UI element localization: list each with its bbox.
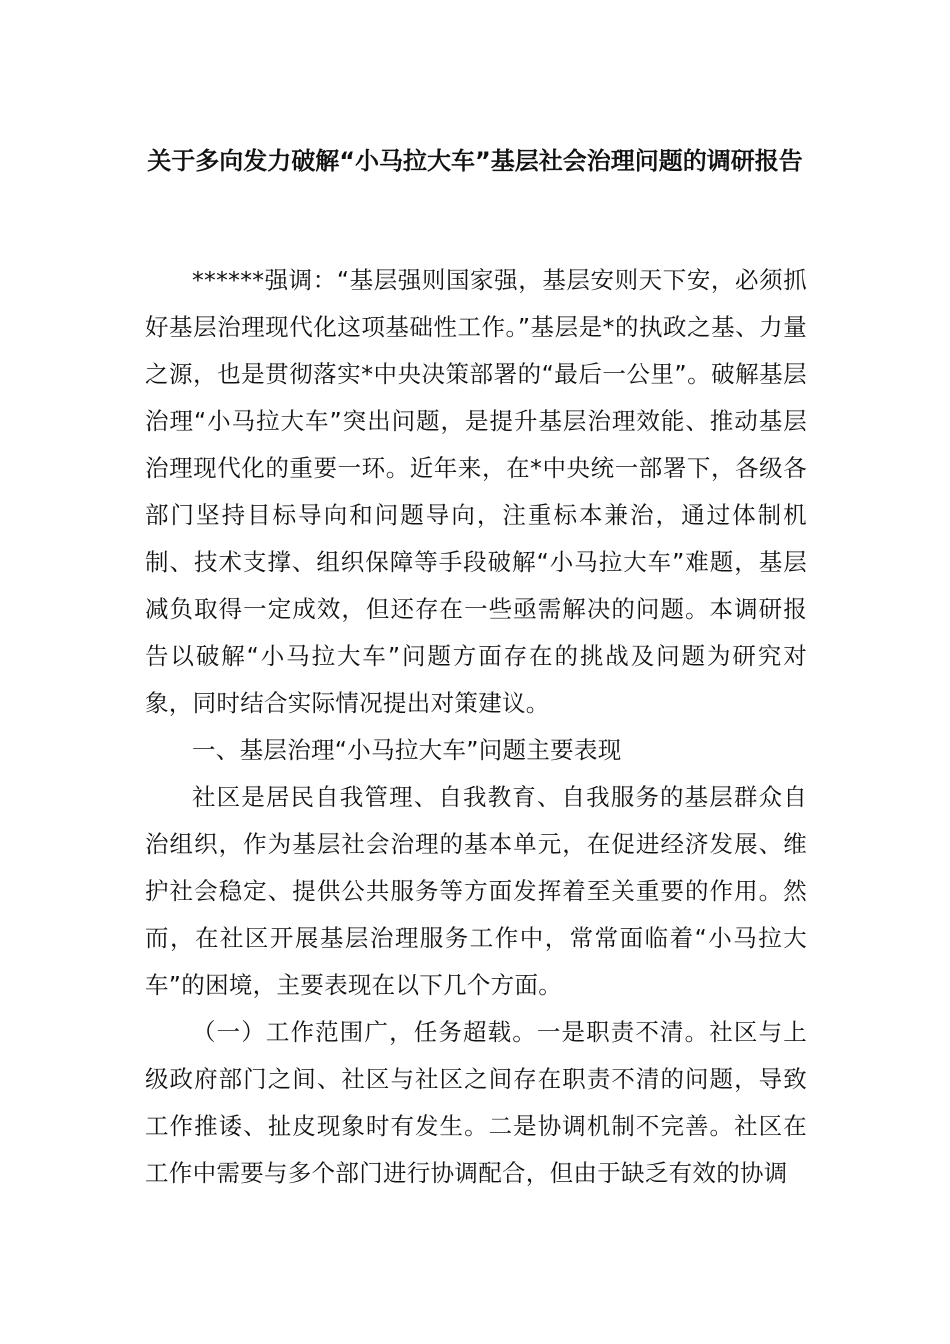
- document-title: 关于多向发力破解“小马拉大车”基层社会治理问题的调研报告: [147, 147, 803, 175]
- intro-paragraph: ******强调：“基层强则国家强，基层安则天下安，必须抓好基层治理现代化这项基础性工作。”基层是*的执政之基、力量之源，也是贯彻落实*中央决策部署的“最后一公里”。破解基层治理“小马拉大车”突出问题，是提升基层治理效能、推动基层治理现代化的重要一环。近年来，在*中央统一部署下，各级各部门坚持目标导向和问题导向，注重标本兼治，通过体制机制、技术支撑、组织保障等手段破解“小马拉大车”难题，基层减负取得一定成效，但还存在一些亟需解决的问题。本调研报告以破解“小马拉大车”问题方面存在的挑战及问题为研究对象，同时结合实际情况提出对策建议。: [145, 266, 807, 717]
- section-1-paragraph: 社区是居民自我管理、自我教育、自我服务的基层群众自治组织，作为基层社会治理的基本单元，在促进经济发展、维护社会稳定、提供公共服务等方面发挥着至关重要的作用。然而，在社区开展基层治理服务工作中，常常面临着“小马拉大车”的困境，主要表现在以下几个方面。: [145, 783, 807, 999]
- section-heading-1: 一、基层治理“小马拉大车”问题主要表现: [192, 736, 622, 764]
- document-body: [145, 257, 807, 1197]
- subsection-1-paragraph: （一）工作范围广，任务超载。一是职责不清。社区与上级政府部门之间、社区与社区之间存在职责不清的问题，导致工作推诿、扯皮现象时有发生。二是协调机制不完善。社区在工作中需要与多个部门进行协调配合，但由于缺乏有效的协调: [145, 1018, 807, 1187]
